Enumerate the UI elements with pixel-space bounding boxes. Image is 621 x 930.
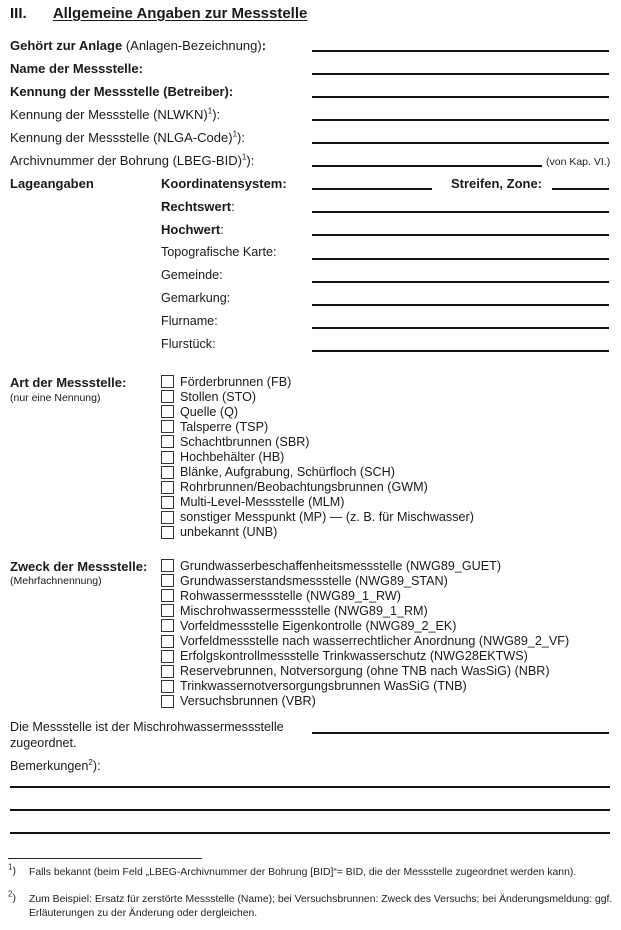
option-label: Rohwassermessstelle (NWG89_1_RW) [180,588,401,603]
field-label-kennung-nlwkn [10,107,220,122]
type-option[interactable] [161,465,474,480]
assignment-text-line1: Die Messstelle ist der Mischrohwassermessstelle [10,720,284,734]
section-heading [10,5,307,22]
label-close: ): [212,107,221,122]
footnote-1-text: Falls bekannt (beim Feld „LBEG-Archivnummer der Bohrung [BID]“= BID, die der Messstelle zugeordnet werden kann). [29,867,577,878]
section-number: III. [10,5,27,22]
option-label: Blänke, Aufgrabung, Schürfloch (SCH) [180,465,395,480]
assignment-input-line[interactable] [312,732,609,734]
checkbox[interactable] [161,466,174,479]
type-option[interactable] [161,525,474,540]
label-close: ): [237,130,245,145]
section-title: Allgemeine Angaben zur Messstelle [52,5,308,22]
footnote-close: ) [12,893,16,904]
label-colon: : [220,222,224,237]
kennung-betreiber-input-line[interactable] [312,96,609,98]
option-label: Vorfeldmessstelle nach wasserrechtlicher Anordnung (NWG89_2_VF) [180,634,570,649]
coord-system-label: Koordinatensystem: [161,176,287,191]
option-label: Förderbrunnen (FB) [180,374,292,389]
gemarkung-label: Gemarkung: [161,291,231,305]
purpose-option[interactable] [161,649,569,664]
field-label-anlage [10,38,266,53]
checkbox[interactable] [161,574,174,587]
footnote-separator [8,858,202,859]
assignment-text-line2: zugeordnet. [10,736,77,750]
label-bold: Gehört zur Anlage [10,38,123,53]
footnote-2-text: Zum Beispiel: Ersatz für zerstörte Messstelle (Name); bei Versuchsbrunnen: Zweck des Versuchs; bei Änderungsmeldung: ggf. Erläuterungen zu der Änderung oder dergleichen. [29,894,613,919]
label-colon: : [231,199,235,214]
checkbox[interactable] [161,635,174,648]
option-label: Talsperre (TSP) [180,419,269,434]
purpose-option[interactable] [161,633,569,648]
type-options [161,374,474,540]
remarks-line-1[interactable] [10,786,610,788]
footnote-ref: 1 [241,152,247,162]
purpose-option[interactable] [161,664,569,679]
label-text: Hochwert [161,222,221,237]
purpose-option[interactable] [161,603,569,618]
option-label: sonstiger Messpunkt (MP) — (z. B. für Mischwasser) [180,510,474,525]
footnote-ref: 1 [232,129,238,139]
footnote-num: 2 [8,889,13,899]
gemarkung-input-line[interactable] [312,304,609,306]
checkbox[interactable] [161,375,174,388]
purpose-option[interactable] [161,588,569,603]
checkbox[interactable] [161,589,174,602]
purpose-option[interactable] [161,558,569,573]
strip-zone-input-line[interactable] [552,188,609,190]
topo-map-label: Topografische Karte: [161,245,277,259]
checkbox[interactable] [161,390,174,403]
type-option[interactable] [161,495,474,510]
checkbox[interactable] [161,511,174,524]
checkbox[interactable] [161,435,174,448]
checkbox[interactable] [161,680,174,693]
option-label: Rohrbrunnen/Beobachtungsbrunnen (GWM) [180,480,428,495]
rechtswert-input-line[interactable] [312,211,609,213]
checkbox[interactable] [161,526,174,539]
type-option[interactable] [161,449,474,464]
coord-system-input-line[interactable] [312,188,432,190]
checkbox[interactable] [161,559,174,572]
checkbox[interactable] [161,665,174,678]
type-label: Art der Messstelle: [10,375,127,390]
topo-map-input-line[interactable] [312,258,609,260]
hochwert-input-line[interactable] [312,234,609,236]
gemeinde-input-line[interactable] [312,281,609,283]
type-option[interactable] [161,419,474,434]
checkbox[interactable] [161,619,174,632]
purpose-options [161,558,569,709]
remarks-line-3[interactable] [10,832,610,834]
label-text: Kennung der Messstelle (NLWKN) [10,107,208,122]
option-label: Stollen (STO) [180,389,257,404]
option-label: Schachtbrunnen (SBR) [180,434,310,449]
checkbox[interactable] [161,405,174,418]
option-label: Multi-Level-Messstelle (MLM) [180,495,345,510]
checkbox[interactable] [161,604,174,617]
purpose-label: Zweck der Messstelle: [10,559,148,574]
footnote-2-number [8,889,16,904]
purpose-option[interactable] [161,679,569,694]
type-hint: (nur eine Nennung) [10,392,101,404]
flurstueck-label: Flurstück: [161,337,216,351]
option-label: Quelle (Q) [180,404,239,419]
type-option[interactable] [161,510,474,525]
label-text: Kennung der Messstelle (NLGA-Code) [10,130,233,145]
footnote-num: 1 [8,862,13,872]
type-option[interactable] [161,404,474,419]
footnote-ref: 2 [88,757,93,767]
type-option[interactable] [161,434,474,449]
purpose-option[interactable] [161,694,569,709]
remarks-label [10,759,101,773]
checkbox[interactable] [161,496,174,509]
option-label: Grundwasserstandsmessstelle (NWG89_STAN) [180,573,448,588]
kennung-nlwkn-input-line[interactable] [312,119,609,121]
purpose-option[interactable] [161,618,569,633]
option-label: Versuchsbrunnen (VBR) [180,694,316,709]
name-input-line[interactable] [312,73,609,75]
flurstueck-input-line[interactable] [312,350,609,352]
label-text: Bemerkungen [10,759,89,773]
option-label: Mischrohwassermessstelle (NWG89_1_RM) [180,603,428,618]
label-normal: (Anlagen-Bezeichnung) [122,38,262,53]
footnote-1-number [8,862,16,877]
gemeinde-label: Gemeinde: [161,268,223,282]
option-label: Vorfeldmessstelle Eigenkontrolle (NWG89_2_EK) [180,618,457,633]
rechtswert-label [161,199,235,214]
footnote-ref: 1 [207,106,213,116]
hochwert-label [161,222,224,237]
flurname-label: Flurname: [161,314,218,328]
option-label: Reservebrunnen, Notversorgung (ohne TNB nach WasSiG) (NBR) [180,664,550,679]
checkbox[interactable] [161,650,174,663]
label-colon: : [261,38,267,53]
field-label-kennung-nlga [10,130,245,145]
archivnummer-input-line[interactable] [312,165,542,167]
purpose-option[interactable] [161,573,569,588]
option-label: Trinkwassernotversorgungsbrunnen WasSiG (TNB) [180,679,467,694]
remarks-line-2[interactable] [10,809,610,811]
option-label: unbekannt (UNB) [180,525,278,540]
option-label: Hochbehälter (HB) [180,450,285,465]
label-text: Rechtswert [161,199,232,214]
label-close: ): [246,153,255,168]
label-close: ): [92,759,101,773]
kennung-nlga-input-line[interactable] [312,142,609,144]
label-text: Archivnummer der Bohrung (LBEG-BID) [10,153,242,168]
footnote-close: ) [12,866,16,877]
archivnummer-note: (von Kap. VI.) [546,156,611,168]
checkbox[interactable] [161,695,174,708]
purpose-hint: (Mehrfachnennung) [10,575,102,587]
type-option[interactable] [161,374,474,389]
checkbox[interactable] [161,481,174,494]
option-label: Erfolgskontrollmessstelle Trinkwasserschutz (NWG28EKTWS) [180,649,528,664]
checkbox[interactable] [161,451,174,464]
field-label-kennung-betreiber: Kennung der Messstelle (Betreiber): [10,84,234,99]
flurname-input-line[interactable] [312,327,609,329]
field-label-name: Name der Messstelle: [10,61,143,76]
anlage-input-line[interactable] [312,50,609,52]
type-option[interactable] [161,480,474,495]
location-group-label: Lageangaben [10,176,94,191]
type-option[interactable] [161,389,474,404]
field-label-archivnummer [10,153,254,168]
strip-zone-label: Streifen, Zone: [451,176,543,191]
option-label: Grundwasserbeschaffenheitsmessstelle (NWG89_GUET) [180,558,502,573]
checkbox[interactable] [161,420,174,433]
